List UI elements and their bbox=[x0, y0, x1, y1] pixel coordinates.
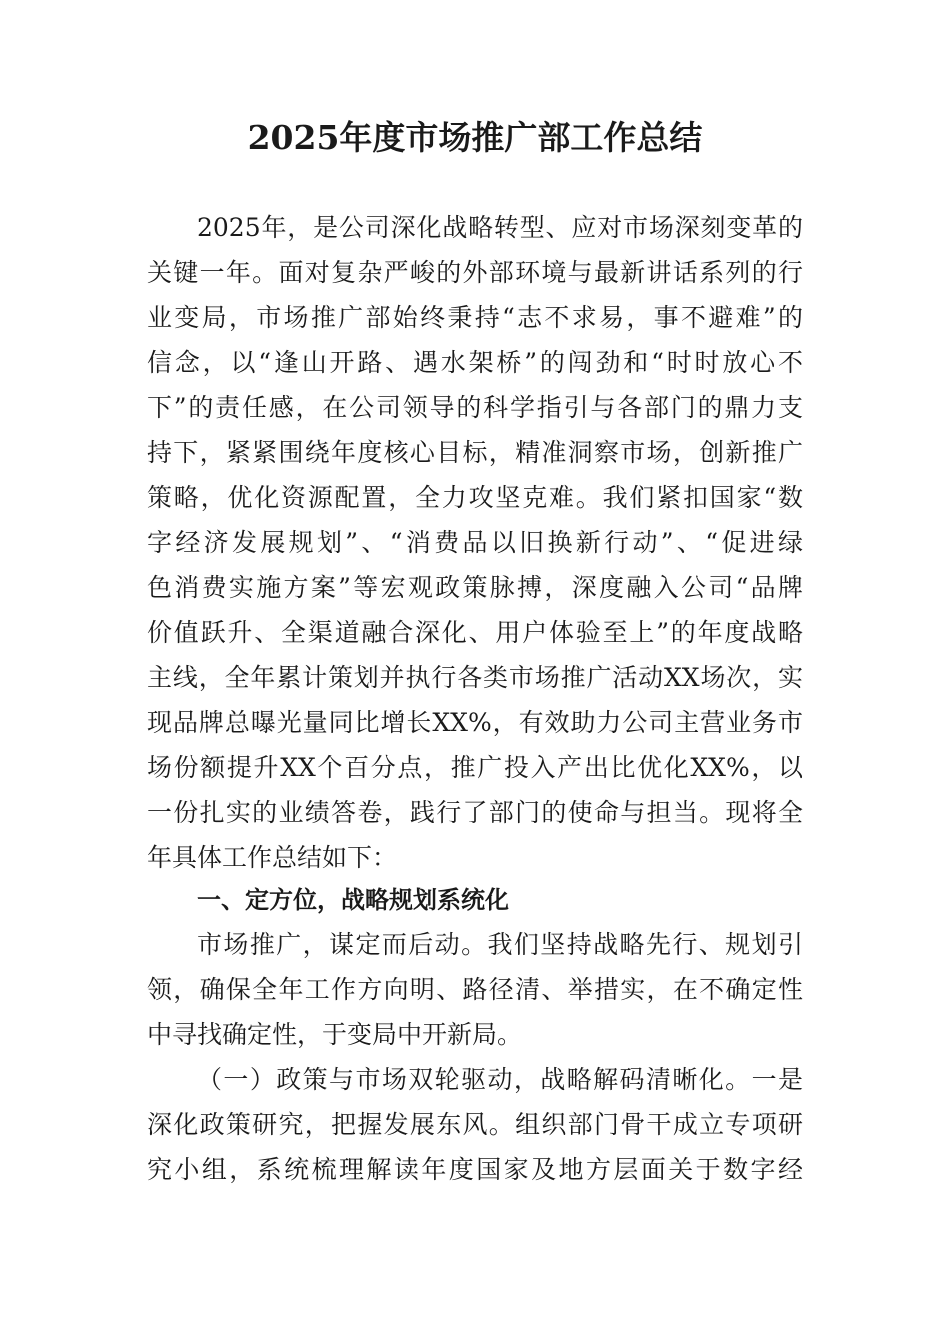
intro-line: 主线，全年累计策划并执行各类市场推广活动XX场次，实 bbox=[147, 663, 803, 692]
intro-line: 关键一年。面对复杂严峻的外部环境与最新讲话系列的行 bbox=[147, 258, 803, 287]
intro-line: 下”的责任感，在公司领导的科学指引与各部门的鼎力支 bbox=[147, 393, 803, 422]
intro-line: 一份扎实的业绩答卷，践行了部门的使命与担当。现将全 bbox=[147, 798, 803, 827]
intro-line: 色消费实施方案”等宏观政策脉搏，深度融入公司“品牌 bbox=[147, 573, 803, 602]
intro-line: 字经济发展规划”、“消费品以旧换新行动”、“促进绿 bbox=[147, 528, 803, 557]
subsection-line: （一）政策与市场双轮驱动，战略解码清晰化。一是 bbox=[197, 1065, 803, 1094]
subsection-line: 究小组，系统梳理解读年度国家及地方层面关于数字经 bbox=[147, 1155, 803, 1184]
intro-line: 场份额提升XX个百分点，推广投入产出比优化XX%，以 bbox=[147, 753, 803, 782]
section-line: 中寻找确定性，于变局中开新局。 bbox=[147, 1020, 523, 1049]
intro-line: 策略，优化资源配置，全力攻坚克难。我们紧扣国家“数 bbox=[147, 483, 803, 512]
intro-line: 2025年，是公司深化战略转型、应对市场深刻变革的 bbox=[197, 213, 803, 242]
section-line: 市场推广，谋定而后动。我们坚持战略先行、规划引 bbox=[197, 930, 803, 959]
document-title: 2025年度市场推广部工作总结 bbox=[247, 118, 703, 157]
intro-line: 年具体工作总结如下： bbox=[147, 843, 398, 872]
intro-line: 持下，紧紧围绕年度核心目标，精准洞察市场，创新推广 bbox=[147, 438, 803, 467]
intro-line: 现品牌总曝光量同比增长XX%，有效助力公司主营业务市 bbox=[147, 708, 803, 737]
subsection-line: 深化政策研究，把握发展东风。组织部门骨干成立专项研 bbox=[147, 1110, 803, 1139]
section-line: 领，确保全年工作方向明、路径清、举措实，在不确定性 bbox=[147, 975, 803, 1004]
section-heading: 一、定方位，战略规划系统化 bbox=[197, 886, 509, 914]
intro-line: 信念，以“逢山开路、遇水架桥”的闯劲和“时时放心不 bbox=[147, 348, 803, 377]
intro-line: 业变局，市场推广部始终秉持“志不求易，事不避难”的 bbox=[147, 303, 803, 332]
intro-line: 价值跃升、全渠道融合深化、用户体验至上”的年度战略 bbox=[147, 618, 803, 647]
